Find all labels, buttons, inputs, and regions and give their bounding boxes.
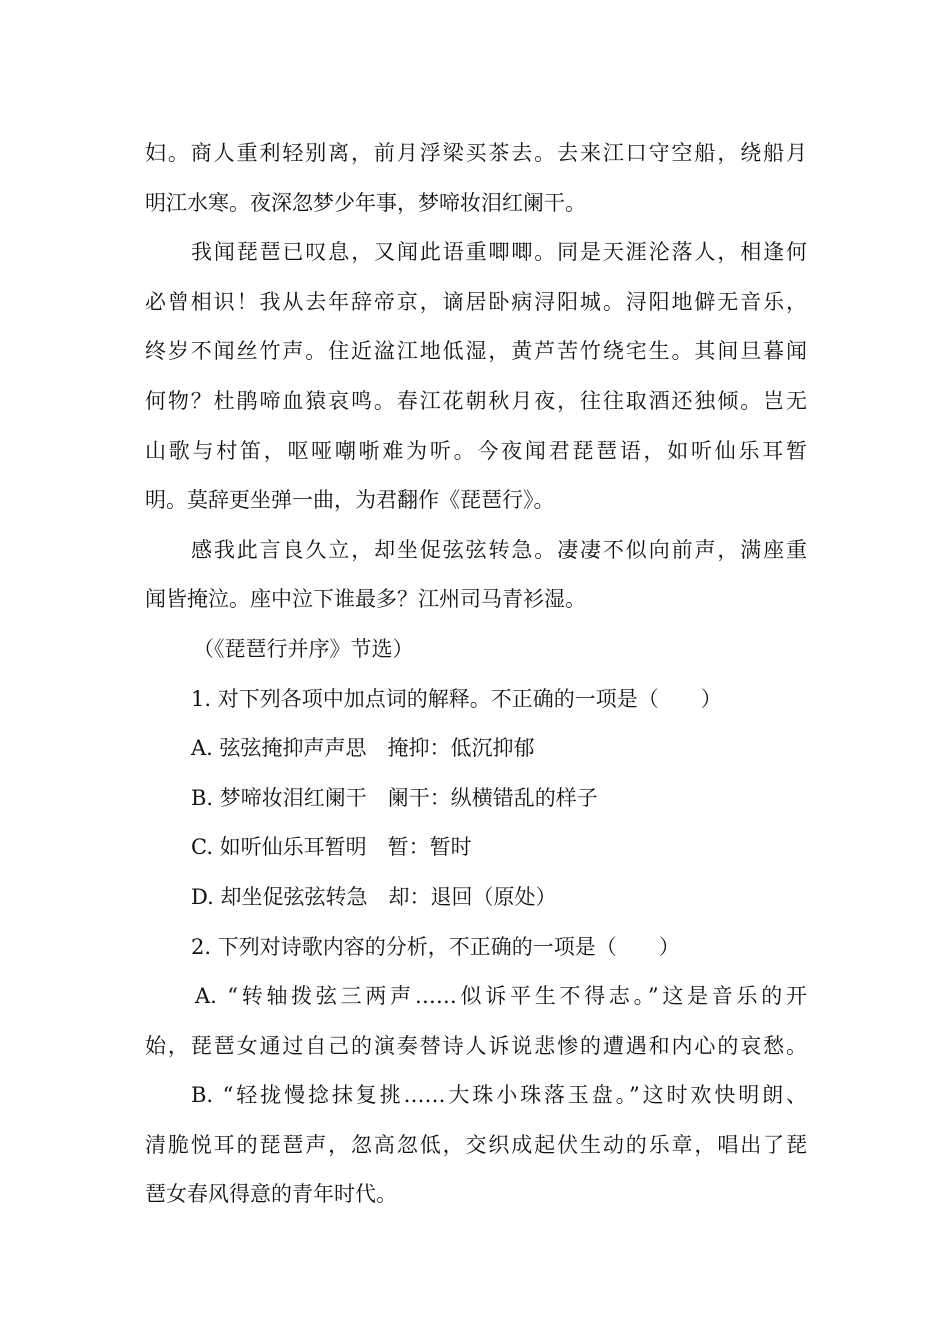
poem-line: 闻皆掩泣。座中泣下谁最多？江州司马青衫湿。 bbox=[145, 587, 586, 612]
question-2-option-b-cont: 清脆悦耳的琵琶声，忽高忽低，交织成起伏生动的乐章，唱出了琵 bbox=[145, 1132, 807, 1157]
question-2-option-b-cont: 琶女春风得意的青年时代。 bbox=[145, 1182, 397, 1207]
source-note: （《琵琶行并序》节选） bbox=[193, 636, 414, 661]
poem-line: 明江水寒。夜深忽梦少年事，梦啼妆泪红阑干。 bbox=[145, 190, 586, 215]
poem-line: 必曾相识！我从去年辞帝京，谪居卧病浔阳城。浔阳地僻无音乐， bbox=[145, 289, 807, 314]
poem-line: 感我此言良久立，却坐促弦弦转急。凄凄不似向前声，满座重 bbox=[191, 537, 807, 562]
question-1-option-d: D. 却坐促弦弦转急 却：退回（原处） bbox=[191, 884, 557, 909]
poem-line: 我闻琵琶已叹息，又闻此语重唧唧。同是天涯沦落人，相逢何 bbox=[191, 240, 807, 265]
poem-line: 山歌与村笛，呕哑嘲哳难为听。今夜闻君琵琶语，如听仙乐耳暂 bbox=[145, 438, 807, 463]
question-2-option-a: A. “转轴拨弦三两声……似诉平生不得志。”这是音乐的开 bbox=[195, 984, 807, 1009]
poem-line: 妇。商人重利轻别离，前月浮梁买茶去。去来江口守空船，绕船月 bbox=[145, 141, 807, 165]
question-2-option-b: B. “轻拢慢捻抹复挑……大珠小珠落玉盘。”这时欢快明朗、 bbox=[191, 1083, 807, 1108]
question-1-option-a: A. 弦弦掩抑声声思 掩抑：低沉抑郁 bbox=[191, 736, 535, 761]
poem-line: 终岁不闻丝竹声。住近湓江地低湿，黄芦苦竹绕宅生。其间旦暮闻 bbox=[145, 339, 807, 364]
question-2-option-a-cont: 始，琵琶女通过自己的演奏替诗人诉说悲惨的遭遇和内心的哀愁。 bbox=[145, 1033, 807, 1058]
question-1-option-b: B. 梦啼妆泪红阑干 阑干：纵横错乱的样子 bbox=[191, 785, 598, 810]
question-1-option-c: C. 如听仙乐耳暂明 暂：暂时 bbox=[191, 835, 472, 860]
document-page bbox=[145, 129, 807, 1220]
question-1-stem: 1. 对下列各项中加点词的解释。不正确的一项是（ ） bbox=[191, 686, 722, 711]
poem-line: 何物？杜鹃啼血猿哀鸣。春江花朝秋月夜，往往取酒还独倾。岂无 bbox=[145, 388, 807, 413]
poem-line: 明。莫辞更坐弹一曲，为君翻作《琵琶行》。 bbox=[145, 488, 555, 513]
question-2-stem: 2. 下列对诗歌内容的分析，不正确的一项是（ ） bbox=[191, 934, 680, 959]
